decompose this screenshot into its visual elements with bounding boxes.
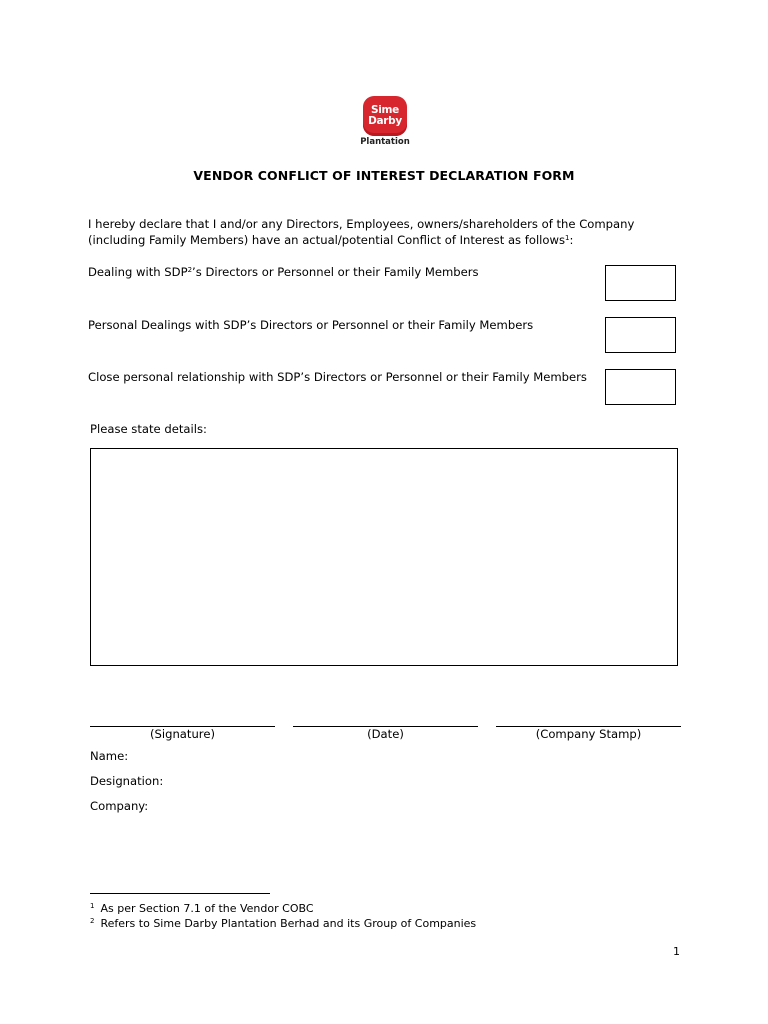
sime-darby-logo xyxy=(363,96,407,136)
intro-line-2-text: (including Family Members) have an actual/potential Conflict of Interest as follows xyxy=(88,233,566,247)
company-stamp-caption: (Company Stamp) xyxy=(535,727,642,741)
intro-line-2-end: : xyxy=(569,233,574,247)
designation-field-label: Designation: xyxy=(90,774,164,788)
logo-text-line1: Sime xyxy=(370,104,400,116)
details-label: Please state details: xyxy=(90,422,207,436)
intro-line-2 xyxy=(88,232,634,248)
form-title: VENDOR CONFLICT OF INTEREST DECLARATION FORM xyxy=(193,168,575,183)
footnote-1-mark: 1 xyxy=(90,902,95,910)
item-dealing-label-start: Dealing with SDP xyxy=(88,265,188,279)
item-relationship-checkbox[interactable] xyxy=(605,369,676,405)
footnote-ref-2: 2 xyxy=(187,266,193,274)
intro-line-1: I hereby declare that I and/or any Directors, Employees, owners/shareholders of the Company xyxy=(88,217,635,231)
logo-text-line2: Darby xyxy=(368,115,402,127)
footnote-2 xyxy=(90,916,476,931)
date-caption: (Date) xyxy=(367,727,404,741)
footnote-2-mark: 2 xyxy=(90,917,95,925)
item-dealing-label-end: ’s Directors or Personnel or their Family Members xyxy=(192,265,479,279)
item-dealing-label xyxy=(88,264,479,280)
footnote-1-text: As per Section 7.1 of the Vendor COBC xyxy=(100,902,314,915)
declaration-intro xyxy=(88,216,634,248)
signature-caption: (Signature) xyxy=(150,727,215,741)
name-field-label: Name: xyxy=(90,749,129,763)
details-textbox[interactable] xyxy=(90,448,678,666)
footnote-divider xyxy=(90,893,270,894)
item-dealing-checkbox[interactable] xyxy=(605,265,676,301)
item-personal-dealings-label: Personal Dealings with SDP’s Directors or Personnel or their Family Members xyxy=(88,318,534,332)
item-relationship-label: Close personal relationship with SDP’s Directors or Personnel or their Family Members xyxy=(88,370,587,384)
page-number: 1 xyxy=(673,945,680,958)
item-personal-dealings-checkbox[interactable] xyxy=(605,317,676,353)
footnote-2-text: Refers to Sime Darby Plantation Berhad and its Group of Companies xyxy=(100,917,477,930)
footnote-ref-1: 1 xyxy=(565,234,570,242)
company-field-label: Company: xyxy=(90,799,149,813)
footnote-1 xyxy=(90,901,314,916)
logo-subtitle: Plantation xyxy=(360,137,410,147)
